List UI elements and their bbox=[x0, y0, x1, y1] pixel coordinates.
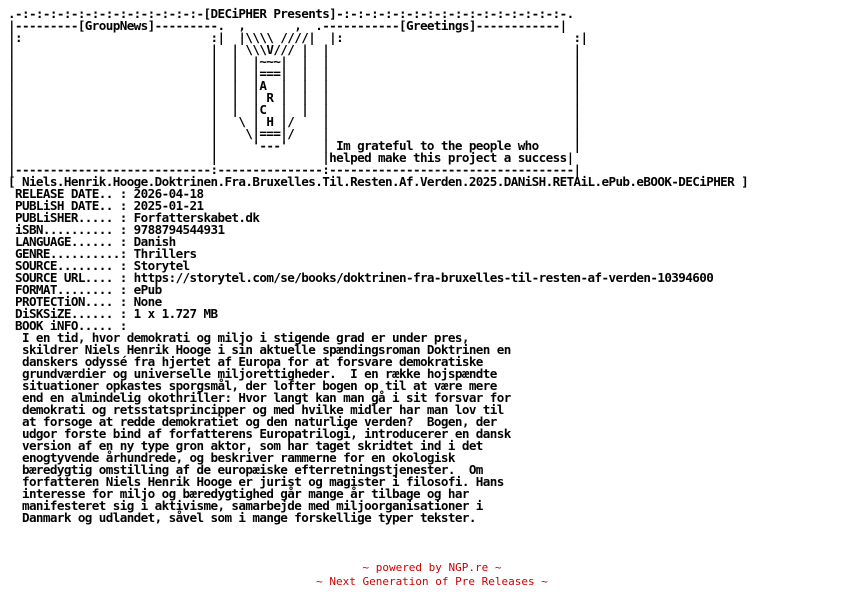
nfo-line: BOOK iNFO..... : bbox=[8, 318, 127, 333]
nfo-line: SOURCE........ : Storytel bbox=[8, 258, 190, 273]
nfo-line: Danmark og udlandet, såvel som i mange forskellige typer tekster. bbox=[8, 510, 476, 525]
nfo-line: interesse for miljo og bæredygtighed går mange år tilbage og har bbox=[8, 486, 469, 501]
nfo-text bbox=[8, 8, 748, 524]
nfo-line: PUBLiSHER..... : Forfatterskabet.dk bbox=[8, 210, 260, 225]
nfo-line: skildrer Niels Henrik Hooge i sin aktuelle spændingsroman Doktrinen en bbox=[8, 342, 511, 357]
nfo-line: grundværdier og universelle miljorettigheder. I en række hojspændte bbox=[8, 366, 497, 381]
nfo-line: enogtyvende århundrede, og beskriver rammerne for en okologisk bbox=[8, 450, 455, 465]
nfo-line: GENRE..........: Thrillers bbox=[8, 246, 197, 261]
nfo-line: version af en ny type gron aktor, som har taget skridtet ind i det bbox=[8, 438, 483, 453]
nfo-line: |---------[GroupNews]---------. , , .-----------[Greetings]------------| bbox=[8, 18, 567, 33]
nfo-line: udgor forste bind af forfatterens Europatrilogi, introducerer en dansk bbox=[8, 426, 511, 441]
nfo-line: PUBLiSH DATE.. : 2025-01-21 bbox=[8, 198, 204, 213]
nfo-line: LANGUAGE...... : Danish bbox=[8, 234, 176, 249]
nfo-line: I en tid, hvor demokrati og miljo i stigende grad er under pres, bbox=[8, 330, 469, 345]
nfo-line: SOURCE URL.... : https://storytel.com/se/books/doktrinen-fra-bruxelles-til-resten-af-verden-10394600 bbox=[8, 270, 714, 285]
nfo-line: PROTECTiON.... : None bbox=[8, 294, 162, 309]
nfo-line: |----------------------------:---------------:-----------------------------------| bbox=[8, 162, 581, 177]
nfo-line: | | | |A | | | | bbox=[8, 78, 581, 93]
nfo-line: | | |helped make this project a success| bbox=[8, 150, 574, 165]
nfo-line: | | \ | H |/ | | bbox=[8, 114, 581, 129]
nfo-line: | | | \\\V/// | | | bbox=[8, 42, 581, 57]
nfo-line: | | | |~~~| | | | bbox=[8, 54, 581, 69]
nfo-line: FORMAT........ : ePub bbox=[8, 282, 162, 297]
nfo-line: |: :| |\\\\ ////| |: :| bbox=[8, 30, 588, 45]
nfo-line: .-:-:-:-:-:-:-:-:-:-:-:-:-:-[DECiPHER Presents]-:-:-:-:-:-:-:-:-:-:-:-:-:-:-:-:-. bbox=[8, 6, 574, 21]
nfo-line: | | | |C | | | | bbox=[8, 102, 581, 117]
nfo-line: | | \|===|/ | | bbox=[8, 126, 581, 141]
nfo-line: RELEASE DATE.. : 2026-04-18 bbox=[8, 186, 204, 201]
nfo-line: at forsoge at redde demokratiet og den naturlige verden? Bogen, der bbox=[8, 414, 497, 429]
nfo-line: danskers odyssé fra hjertet af Europa for at forsvare demokratiske bbox=[8, 354, 483, 369]
footer-powered-by: ~ powered by NGP.re ~ bbox=[362, 561, 502, 574]
nfo-line: iSBN.......... : 9788794544931 bbox=[8, 222, 225, 237]
nfo-line: situationer opkastes sporgsmål, der lofter bogen op til at være mere bbox=[8, 378, 497, 393]
nfo-line: demokrati og retsstatsprincipper og med hvilke midler har man lov til bbox=[8, 402, 504, 417]
nfo-line: bæredygtig omstilling af de europæiske efterretningstjenester. Om bbox=[8, 462, 483, 477]
nfo-line: [ Niels.Henrik.Hooge.Doktrinen.Fra.Bruxelles.Til.Resten.Af.Verden.2025.DANiSH.RETAiL.ePub.eBOOK-DECiPHER ] bbox=[8, 174, 749, 189]
nfo-line: end en almindelig okothriller: Hvor langt kan man gå i sit forsvar for bbox=[8, 390, 511, 405]
nfo-line: | | | |===| | | | bbox=[8, 66, 581, 81]
nfo-line: | | | | R | | | | bbox=[8, 90, 581, 105]
nfo-line: forfatteren Niels Henrik Hooge er jurist og magister i filosofi. Hans bbox=[8, 474, 504, 489]
nfo-line: DiSKSiZE...... : 1 x 1.727 MB bbox=[8, 306, 218, 321]
nfo-line: manifesteret sig i aktivisme, samarbejde med miljoorganisationer i bbox=[8, 498, 483, 513]
footer-tagline: ~ Next Generation of Pre Releases ~ bbox=[316, 575, 548, 588]
nfo-line: | | '---' | Im grateful to the people who | bbox=[8, 138, 581, 153]
